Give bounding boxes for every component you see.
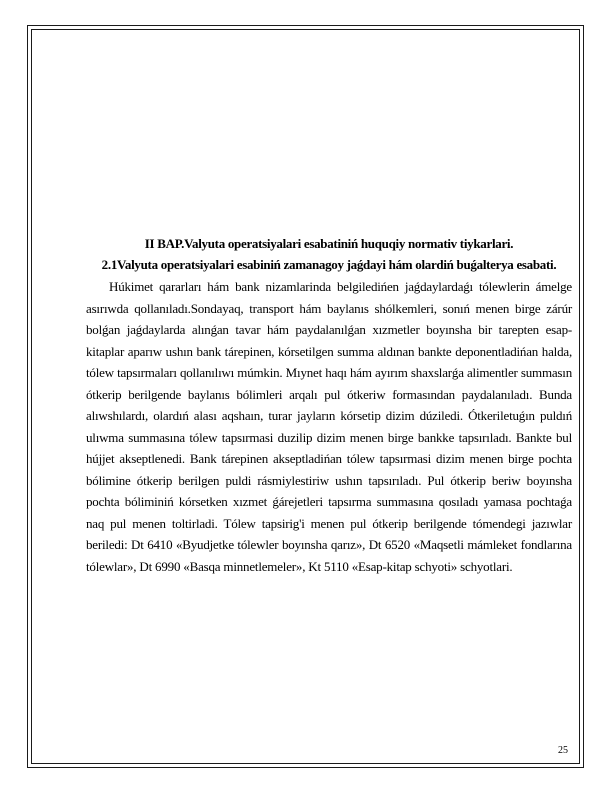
document-body <box>86 234 572 577</box>
chapter-heading: II BAP.Valyuta operatsiyalari esabatiniń huquqiy normativ tiykarlari. <box>144 236 514 251</box>
section-heading: 2.1Valyuta operatsiyalari esabiniń zamanagoy jaǵdayi hám olardiń buǵalterya esabati. <box>101 257 557 272</box>
body-paragraph: Húkimet qararları hám bank nizamlarinda belgiledińen jaǵdaylardaǵı tólewlerin ámelge asırıwda qollanıladı.Sondayaq, transport hám baylanıs shólkemleri, sonıń menen birge zárúr bolǵan jaǵdaylarda alınǵan tavar hám paydalanılǵan xızmetler boyınsha bir tarepten esap-kitaplar aparıw ushın bank tárepinen, kórsetilgen summa aldınan bankte deponentladińan halda, tólew tapsırmaları qollanılıwı múmkin. Mıynet haqı hám ayırım shaxslarǵa alimentler summasın ótkerip berilgende baylanıs bólimleri arqalı pul ótkeriw formasından paydalanıladı. Bunda alıwshılardı, olardıń alası aqshaın, turar jayların kórsetip dizim dúziledi. Ótkeriletuǵın puldıń ulıwma summasına tólew tapsırmasi duzilip dizim menen birge bankke tapsırıladı. Bankte bul hújjet akseptlenedi. Bank tárepinen akseptladińan tólew tapsırmasi dizim menen birge pochta bólimine ótkerip berilgen puldi rásmiylestiriw ushın tapsırıladı. Pul ótkerip beriw boyınsha pochta bóliminiń kórsetken xızmet ǵárejetleri tapsırma summasına qosıladı yamasa pochtaǵa naq pul menen toltirladi. Tólew tapsirig'i menen pul ótkerip berilgende tómendegi jazıwlar beriledi: Dt 6410 «Byudjetke tólewler boyınsha qarız», Dt 6520 «Maqsetli mámleket fondlarına tólewlar», Dt 6990 «Basqa minnetlemeler», Kt 5110 «Esap-kitap schyoti» schyotlari. <box>86 279 572 574</box>
page-number: 25 <box>558 745 568 756</box>
